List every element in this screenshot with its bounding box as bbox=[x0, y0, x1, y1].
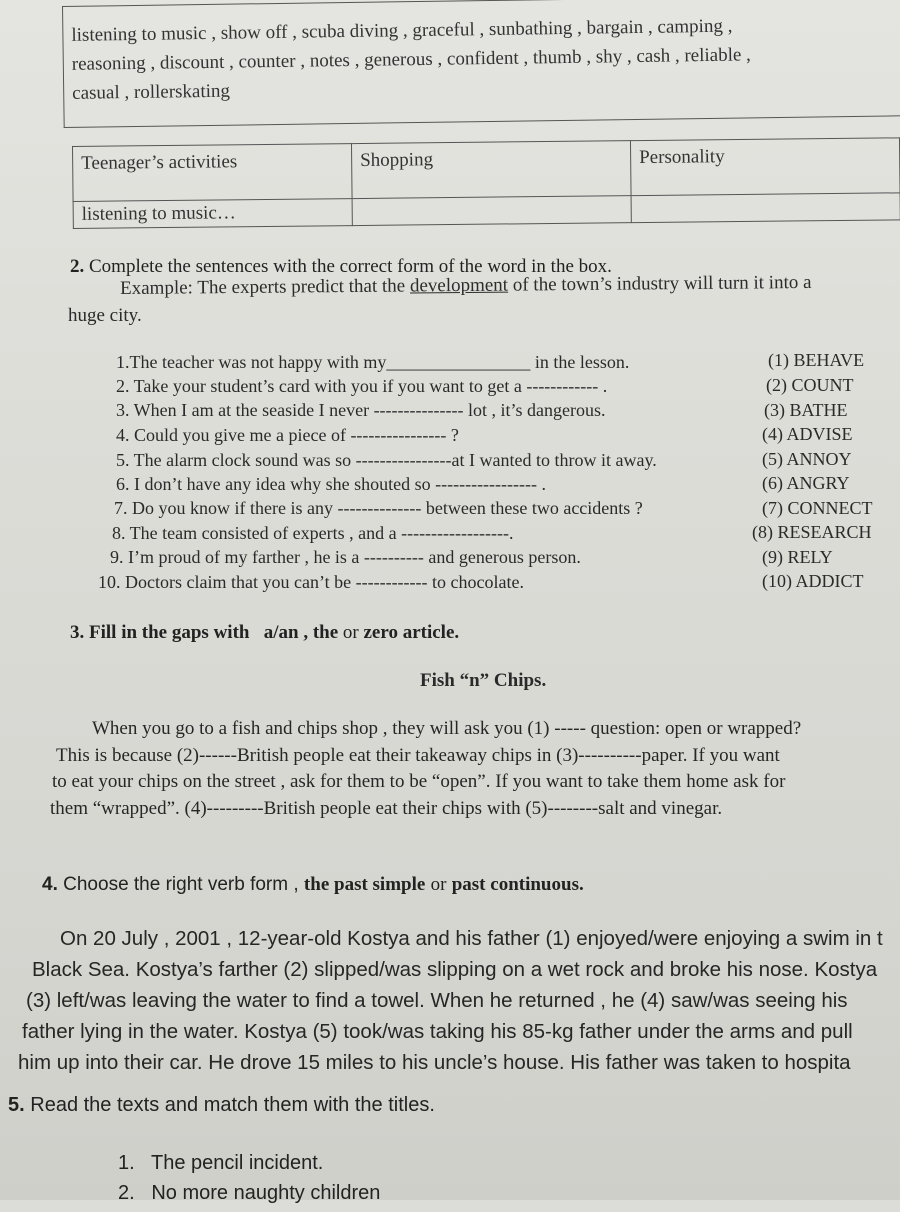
sentence-text: 8. The team consisted of experts , and a ------------------. bbox=[112, 523, 514, 543]
list-item bbox=[116, 474, 546, 495]
sentence-text: 10. Doctors claim that you can’t be ------------ to chocolate. bbox=[98, 572, 524, 592]
categories-table bbox=[72, 137, 900, 229]
section-3-bold: a/an , the bbox=[263, 622, 339, 643]
vocabulary-line: listening to music , show off , scuba diving , graceful , sunbathing , bargain , camping , bbox=[71, 15, 733, 46]
kostya-story bbox=[18, 923, 900, 1078]
sentence-text: 4. Could you give me a piece of ---------------- ? bbox=[116, 425, 459, 445]
word-form-label: (3) BATHE bbox=[764, 400, 848, 420]
word-form-label: (7) CONNECT bbox=[762, 498, 873, 518]
passage-line: to eat your chips on the street , ask for them to be “open”. If you want to take them home ask for bbox=[52, 771, 786, 792]
sentence-text: 6. I don’t have any idea why she shouted so ----------------- . bbox=[116, 474, 547, 494]
section-number: 4. bbox=[42, 874, 58, 895]
story-line: Black Sea. Kostya’s farther (2) slipped/was slipping on a wet rock and broke his nose. Kostya bbox=[32, 958, 878, 981]
vocabulary-words bbox=[71, 10, 872, 108]
section-5-heading bbox=[8, 1094, 435, 1117]
list-item bbox=[116, 450, 657, 471]
section-number: 3. bbox=[70, 622, 85, 643]
section-4-or: or bbox=[430, 874, 447, 895]
title-list bbox=[118, 1152, 380, 1212]
section-3-or: or bbox=[342, 622, 359, 643]
passage-line: them “wrapped”. (4)---------British people eat their chips with (5)--------salt and vinegar. bbox=[50, 797, 723, 819]
title-number: 1. bbox=[118, 1152, 135, 1174]
table-header-row bbox=[73, 138, 900, 202]
example-word: development bbox=[409, 274, 509, 297]
word-form-label: (10) ADDICT bbox=[762, 571, 864, 591]
header-teenagers-activities: Teenager’s activities bbox=[73, 144, 353, 202]
header-shopping: Shopping bbox=[351, 141, 631, 199]
passage-line: When you go to a fish and chips shop , they will ask you (1) ----- question: open or wrapped? bbox=[92, 718, 802, 739]
sentence-text: 5. The alarm clock sound was so ----------------at I wanted to throw it away. bbox=[116, 450, 657, 470]
story-line: On 20 July , 2001 , 12-year-old Kostya and his father (1) enjoyed/were enjoying a swim in t bbox=[60, 927, 883, 950]
list-item bbox=[98, 572, 524, 593]
sentence-text: 3. When I am at the seaside I never --------------- lot , it’s dangerous. bbox=[116, 400, 606, 420]
list-item bbox=[116, 352, 629, 373]
story-line: father lying in the water. Kostya (5) took/was taking his 85-kg father under the arms and pull bbox=[22, 1020, 853, 1043]
title-number: 2. bbox=[118, 1182, 135, 1204]
title-text: No more naughty children bbox=[151, 1182, 381, 1204]
word-form-label: (2) COUNT bbox=[766, 375, 854, 395]
passage-title: Fish “n” Chips. bbox=[420, 670, 547, 691]
vocabulary-line: casual , rollerskating bbox=[72, 80, 231, 104]
sentence-text: 9. I’m proud of my farther , he is a ---------- and generous person. bbox=[110, 547, 581, 567]
example-sentence bbox=[120, 272, 812, 300]
list-item bbox=[114, 498, 643, 519]
section-3-instruction: Fill in the gaps with bbox=[89, 622, 250, 643]
section-number: 5. bbox=[8, 1094, 25, 1116]
sentence-text: 7. Do you know if there is any -------------- between these two accidents ? bbox=[114, 498, 643, 518]
vocabulary-line: reasoning , discount , counter , notes , generous , confident , thumb , shy , cash , reliable , bbox=[71, 44, 751, 75]
section-3-heading bbox=[70, 622, 459, 644]
section-4-instruction: Choose the right verb form , bbox=[63, 874, 299, 895]
example-tail: huge city. bbox=[68, 305, 142, 326]
list-item bbox=[116, 425, 459, 446]
list-item bbox=[118, 1182, 380, 1212]
example-prefix: Example: The experts predict that the bbox=[120, 275, 411, 299]
table-cell[interactable] bbox=[631, 193, 900, 223]
sentence-text: 1.The teacher was not happy with my________________ in the lesson. bbox=[116, 352, 630, 372]
list-item bbox=[116, 376, 607, 397]
story-line: him up into their car. He drove 15 miles to his uncle’s house. His father was taken to hospita bbox=[18, 1051, 851, 1074]
section-5-instruction: Read the texts and match them with the titles. bbox=[30, 1094, 435, 1116]
section-4-heading bbox=[42, 874, 584, 896]
header-personality: Personality bbox=[630, 138, 900, 196]
story-line: (3) left/was leaving the water to find a towel. When he returned , he (4) saw/was seeing his bbox=[26, 989, 848, 1012]
word-form-label: (1) BEHAVE bbox=[768, 350, 865, 370]
list-item bbox=[110, 547, 581, 568]
vocabulary-word-box bbox=[62, 0, 900, 128]
table-cell[interactable]: listening to music… bbox=[73, 199, 352, 229]
word-form-label: (5) ANNOY bbox=[762, 449, 852, 469]
title-text: The pencil incident. bbox=[151, 1152, 324, 1174]
list-item bbox=[116, 400, 605, 421]
section-4-bold: the past simple bbox=[303, 874, 426, 895]
word-form-label: (8) RESEARCH bbox=[752, 522, 872, 542]
example-suffix: of the town’s industry will turn it into a bbox=[507, 271, 812, 296]
word-form-label: (6) ANGRY bbox=[762, 473, 850, 493]
list-item bbox=[118, 1152, 380, 1182]
section-2-instruction: Complete the sentences with the correct form of the word in the box. bbox=[89, 256, 612, 277]
word-form-label: (4) ADVISE bbox=[762, 424, 853, 444]
fish-chips-passage bbox=[50, 716, 900, 822]
section-3-end: zero article. bbox=[363, 622, 460, 643]
word-form-label: (9) RELY bbox=[762, 547, 833, 567]
section-number: 2. bbox=[70, 256, 85, 277]
list-item bbox=[112, 523, 513, 544]
sentence-text: 2. Take your student’s card with you if you want to get a ------------ . bbox=[116, 376, 608, 396]
table-cell[interactable] bbox=[352, 196, 631, 226]
section-4-end: past continuous. bbox=[451, 874, 584, 895]
passage-line: This is because (2)------British people eat their takeaway chips in (3)----------paper. If you want bbox=[56, 744, 780, 766]
